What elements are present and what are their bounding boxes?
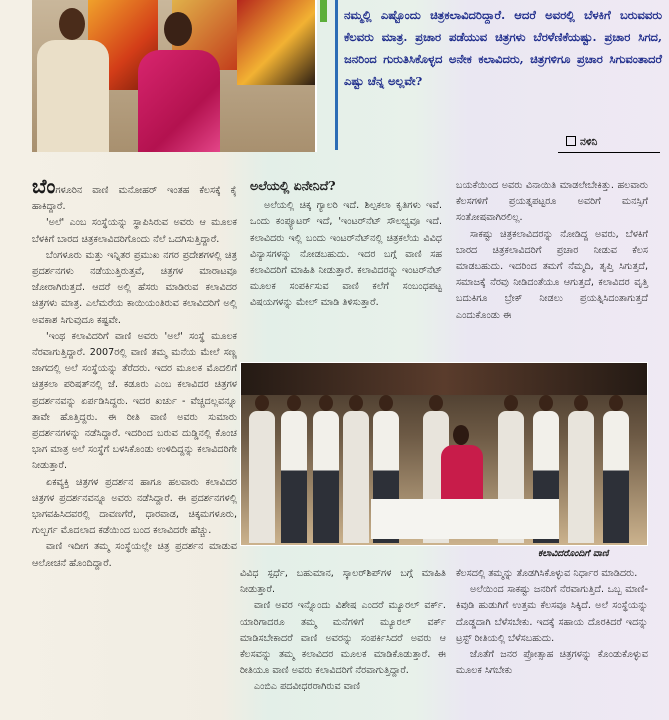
person — [279, 395, 307, 545]
person — [247, 395, 275, 545]
article-column-3-continued — [456, 566, 648, 679]
article-column-1 — [32, 174, 237, 572]
painting — [237, 0, 315, 85]
paragraph: ವಾಣಿ ಅವರ ಇನ್ನೊಂದು ವಿಶೇಷ ಎಂದರೆ ಮ್ಯೂರಲ್ ವರ್ಕ್. ಯಾರಿಗಾದರೂ ತಮ್ಮ ಮನೆಗಳಿಗೆ ಮ್ಯೂರಲ್ ವರ್ಕ್ ಮಾಡಿಸಬೇಕಾದರೆ ವಾಣಿ ಅವರನ್ನು ಸಂಪರ್ಕಿಸಿದರೆ ಅವರು ಆ ಕೆಲಸವನ್ನು ತಮ್ಮ ಕಲಾವಿದರ ಮೂಲಕ ಮಾಡಿಕೊಡುತ್ತಾರೆ. ಈ ರೀತಿಯೂ ವಾಣಿ ಅವರು ಕಲಾವಿದರಿಗೆ ನೆರವಾಗುತ್ತಿದ್ದಾರೆ. — [240, 600, 446, 677]
section-heading: ಅಲೆಯಲ್ಲಿ ಏನೇನಿದೆ? — [250, 178, 336, 193]
paragraph: ಗಳೂರಿನ ವಾಣಿ ಮನೋಹರ್ ಇಂತಹ ಕೆಲಸಕ್ಕೆ ಕೈ ಹಾಕಿದ್ದಾರೆ. — [32, 185, 237, 213]
person-woman — [441, 425, 483, 505]
paragraph: 'ಇಂಥ ಕಲಾವಿದರಿಗೆ ವಾಣಿ ಅವರು 'ಅಲೆ' ಸಂಸ್ಥೆ ಮೂಲಕ ನೆರವಾಗುತ್ತಿದ್ದಾರೆ. 2007ರಲ್ಲಿ ವಾಣಿ ತಮ್ಮ ಮನೆಯ ಮೇಲೆ ಸಣ್ಣ ಜಾಗದಲ್ಲಿ ಅಲೆ ಸಂಸ್ಥೆಯನ್ನು ತೆರೆದರು. ಇದರ ಮೂಲಕ ಮೊದಲಿಗೆ ಚಿತ್ರಕಲಾ ಪರಿಷತ್‌ನಲ್ಲಿ ಜೆ. ಕಡೂರು ಎಂಬ ಕಲಾವಿದರ ಚಿತ್ರಗಳ ಪ್ರದರ್ಶನವನ್ನು ಏರ್ಪಡಿಸಿದ್ದರು. ಇದರ ಖರ್ಚು - ವೆಚ್ಚದಲ್ಲವನ್ನೂ ತಾವೇ ಹೊತ್ತಿದ್ದರು. ಈ ರೀತಿ ವಾಣಿ ಅವರು ಸುಮಾರು ಪ್ರದರ್ಶನಗಳನ್ನು ನಡೆಸಿದ್ದಾರೆ. ಇದರಿಂದ ಬರುವ ದುಡ್ಡಿನಲ್ಲಿ ಕೊಂಚ ಭಾಗ ಮಾತ್ರ ಅಲೆ ಸಂಸ್ಥೆಗೆ ಬಳಸಿಕೊಂಡು ಉಳಿದಿದ್ದನ್ನು ಕಲಾವಿದರಿಗೇ ನೀಡುತ್ತಾರೆ. — [32, 330, 237, 472]
article-column-2 — [250, 178, 442, 312]
paragraph: ಏಕವ್ಯಕ್ತಿ ಚಿತ್ರಗಳ ಪ್ರದರ್ಶನ ಹಾಗೂ ಹಲವಾರು ಕಲಾವಿದರ ಚಿತ್ರಗಳ ಪ್ರದರ್ಶನವನ್ನೂ ಅವರು ನಡೆಸಿದ್ದಾರೆ. ಈ ಪ್ರದರ್ಶನಗಳಲ್ಲಿ ಭಾಗವಹಿಸಿದವರಲ್ಲಿ ದಾವಣಗೆರೆ, ಧಾರವಾಡ, ಚಿಕ್ಕಮಗಳೂರು, ಗುಲ್ಬರ್ಗ ಮೊದಲಾದ ಕಡೆಯಿಂದ ಬಂದ ಕಲಾವಿದರೇ ಹೆಚ್ಚು. — [32, 476, 237, 537]
person-woman — [132, 12, 222, 152]
drop-cap: ಬೆಂ — [32, 174, 56, 198]
paragraph: ಜೊತೆಗೆ ಜನರ ಪ್ರೋತ್ಸಾಹ ಚಿತ್ರಗಳನ್ನು ಕೊಂಡುಕೊಳ್ಳುವ ಮೂಲಕ ಸಿಗಬೇಕು — [456, 649, 648, 677]
group-photo — [240, 362, 648, 546]
author-byline: ನಳಿನಿ — [566, 136, 597, 149]
paragraph: ವಾಣಿ ಇದೀಗ ತಮ್ಮ ಸಂಸ್ಥೆಯಲ್ಲೇ ಚಿತ್ರ ಪ್ರದರ್ಶನ ಮಾಡುವ ಆಲೋಚನೆ ಹೊಂದಿದ್ದಾರೆ. — [32, 541, 237, 569]
paragraph: ಅಲೆಯಲ್ಲಿ ಚಿಕ್ಕ ಗ್ಯಾಲರಿ ಇದೆ. ಶಿಲ್ಪಕಲಾ ಕೃತಿಗಳು ಇವೆ. ಒಂದು ಕಂಪ್ಯೂಟರ್ ಇದೆ, 'ಇಂಟರ್‌ನೆಟ್ ಸೌಲಭ್ಯವೂ ಇದೆ. ಕಲಾವಿದರು ಇಲ್ಲಿ ಬಂದು ಇಂಟರ್‌ನೆಟ್‌ನಲ್ಲಿ ಚಿತ್ರಕಲೆಯ ವಿವಿಧ ವಿನ್ಯಾಸಗಳನ್ನು ನೋಡಬಹುದು. ಇದರ ಬಗ್ಗೆ ವಾಣಿ ಸಹ ಕಲಾವಿದರಿಗೆ ಮಾಹಿತಿ ನೀಡುತ್ತಾರೆ. ಕಲಾವಿದರನ್ನು ಇಂಟರ್‌ನೆಟ್ ಮೂಲಕ ಸಂಪರ್ಕಿಸುವ ವಾಣಿ ಕಲೆಗೆ ಸಂಬಂಧಪಟ್ಟ ವಿಷಯಗಳನ್ನು ಮೇಲ್ ಮಾಡಿ ತಿಳಿಸುತ್ತಾರೆ. — [250, 200, 442, 309]
paragraph: ವಿವಿಧ ಸ್ಪರ್ಧೆ, ಬಹುಮಾನ, ಸ್ಕಾಲರ್‌ಶಿಪ್‌ಗಳ ಬಗ್ಗೆ ಮಾಹಿತಿ ನೀಡುತ್ತಾರೆ. — [240, 568, 446, 596]
byline-rule — [558, 152, 660, 153]
paragraph: ಅಲೆಯಿಂದ ಸಾಕಷ್ಟು ಜನರಿಗೆ ನೆರವಾಗುತ್ತಿದೆ. ಒಬ್ಬ ಮಾಣಿ-ಕಿವುಡಿ ಹುಡುಗಿಗೆ ಉತ್ತಮ ಕೆಲಸವೂ ಸಿಕ್ಕಿದೆ. ಅಲೆ ಸಂಸ್ಥೆಯನ್ನು ದೊಡ್ಡದಾಗಿ ಬೆಳೆಸಬೇಕು. ಇದಕ್ಕೆ ಸಹಾಯ ದೊರಕಿದರೆ ಇದನ್ನು ಟ್ರಸ್ಟ್ ರೀತಿಯಲ್ಲಿ ಬೆಳೆಸಬಹುದು. — [456, 584, 648, 644]
paragraph: ಸಾಕಷ್ಟು ಚಿತ್ರಕಲಾವಿದರನ್ನು ನೋಡಿದ್ದ ಅವರು, ಬೆಳಕಿಗೆ ಬಾರದ ಚಿತ್ರಕಲಾವಿದರಿಗೆ ಪ್ರಚಾರ ನೀಡುವ ಕೆಲಸ ಮಾಡಬಹುದು. ಇದರಿಂದ ತಮಗೆ ನೆಮ್ಮದಿ, ತೃಪ್ತಿ ಸಿಗುತ್ತದೆ, ಸಮಾಜಕ್ಕೆ ನೆರವು ನೀಡಿದಂತೆಯೂ ಆಗುತ್ತದೆ, ಕಲಾವಿದರ ವೃತ್ತಿ ಬದುಕಿಗೂ ಬ್ರೇಕ್ ನೀಡಲು ಪ್ರಯತ್ನಿಸಿದಂತಾಗುತ್ತದೆ ಎಂದುಕೊಂಡು ಈ — [456, 228, 648, 321]
paragraph: 'ಅಲೆ' ಎಂಬ ಸಂಸ್ಥೆಯನ್ನು ಸ್ಥಾಪಿಸಿರುವ ಅವರು ಆ ಮೂಲಕ ಬೆಳಕಿಗೆ ಬಾರದ ಚಿತ್ರಕಲಾವಿದರಿಗೊಂದು ನೆಲೆ ಒದಗಿಸುತ್ತಿದ್ದಾರೆ. — [32, 217, 237, 245]
photo-banner — [241, 363, 647, 395]
photo-caption: ಕಲಾವಿದರೊಂದಿಗೆ ವಾಣಿ — [538, 548, 609, 559]
accent-bar — [320, 0, 327, 22]
table — [371, 499, 559, 539]
paragraph: ಬಯಕೆಯಿಂದ ಅವರು ವಿನಾಯಿತಿ ಮಾಡಲೇಬೇಕಿತ್ತು. ಹಲವಾರು ಕೆಲಸಗಳಿಗೆ ಪ್ರಯತ್ನಪಟ್ಟರೂ ಅವರಿಗೆ ಮನಸ್ಸಿಗೆ ಸಂತೋಷವಾಗಿರಲಿಲ್ಲ. — [456, 180, 648, 224]
top-photo — [32, 0, 317, 152]
person — [311, 395, 339, 545]
paragraph: ಕೆಲಸದಲ್ಲಿ ತಮ್ಮನ್ನು ತೊಡಗಿಸಿಕೊಳ್ಳುವ ನಿರ್ಧಾರ ಮಾಡಿದರು. — [456, 568, 638, 579]
paragraph: ಎಂಬಿಎ ಪದವೀಧರರಾಗಿರುವ ವಾಣಿ — [254, 681, 361, 693]
paragraph: ಬೆಂಗಳೂರು ಮತ್ತು ಇನ್ನಿತರ ಪ್ರಮುಖ ನಗರ ಪ್ರದೇಶಗಳಲ್ಲಿ ಚಿತ್ರ ಪ್ರದರ್ಶನಗಳು ನಡೆಯುತ್ತಿರುತ್ತವೆ, ಚಿತ್ರಗಳ ಮಾರಾಟವೂ ಜೋರಾಗಿರುತ್ತದೆ. ಆದರೆ ಅಲ್ಲಿ ಹೆಸರು ಮಾಡಿರುವ ಕಲಾವಿದರ ಚಿತ್ರಗಳು ಮಾತ್ರ. ಎಲೆಮರೆಯ ಕಾಯಿಯಂತಿರುವ ಕಲಾವಿದರಿಗೆ ಅಲ್ಲಿ ಅವಕಾಶ ಸಿಗುವುದೂ ಕಷ್ಟವೇ. — [32, 249, 237, 326]
person — [566, 395, 594, 545]
article-column-2-continued — [240, 566, 446, 696]
person — [341, 395, 369, 545]
person — [601, 395, 629, 545]
person-man — [32, 8, 110, 152]
pull-quote: ನಮ್ಮಲ್ಲಿ ಎಷ್ಟೊಂದು ಚಿತ್ರಕಲಾವಿದರಿದ್ದಾರೆ. ಆದರೆ ಅವರಲ್ಲಿ ಬೆಳಕಿಗೆ ಬರುವವರು ಕೆಲವರು ಮಾತ್ರ. ಪ್ರಚಾರ ಪಡೆಯುವ ಚಿತ್ರಗಳು ಬೆರಳೆಣಿಕೆಯಷ್ಟು. ಪ್ರಚಾರ ಸಿಗದ, ಜನರಿಂದ ಗುರುತಿಸಿಕೊಳ್ಳದ ಅನೇಕ ಕಲಾವಿದರು, ಚಿತ್ರಗಳಿಗೂ ಪ್ರಚಾರ ಸಿಗುವಂತಾದರೆ ಎಷ್ಟು ಚೆನ್ನ ಅಲ್ಲವೇ? — [344, 8, 662, 88]
accent-line — [335, 0, 338, 150]
article-column-3 — [456, 178, 648, 324]
